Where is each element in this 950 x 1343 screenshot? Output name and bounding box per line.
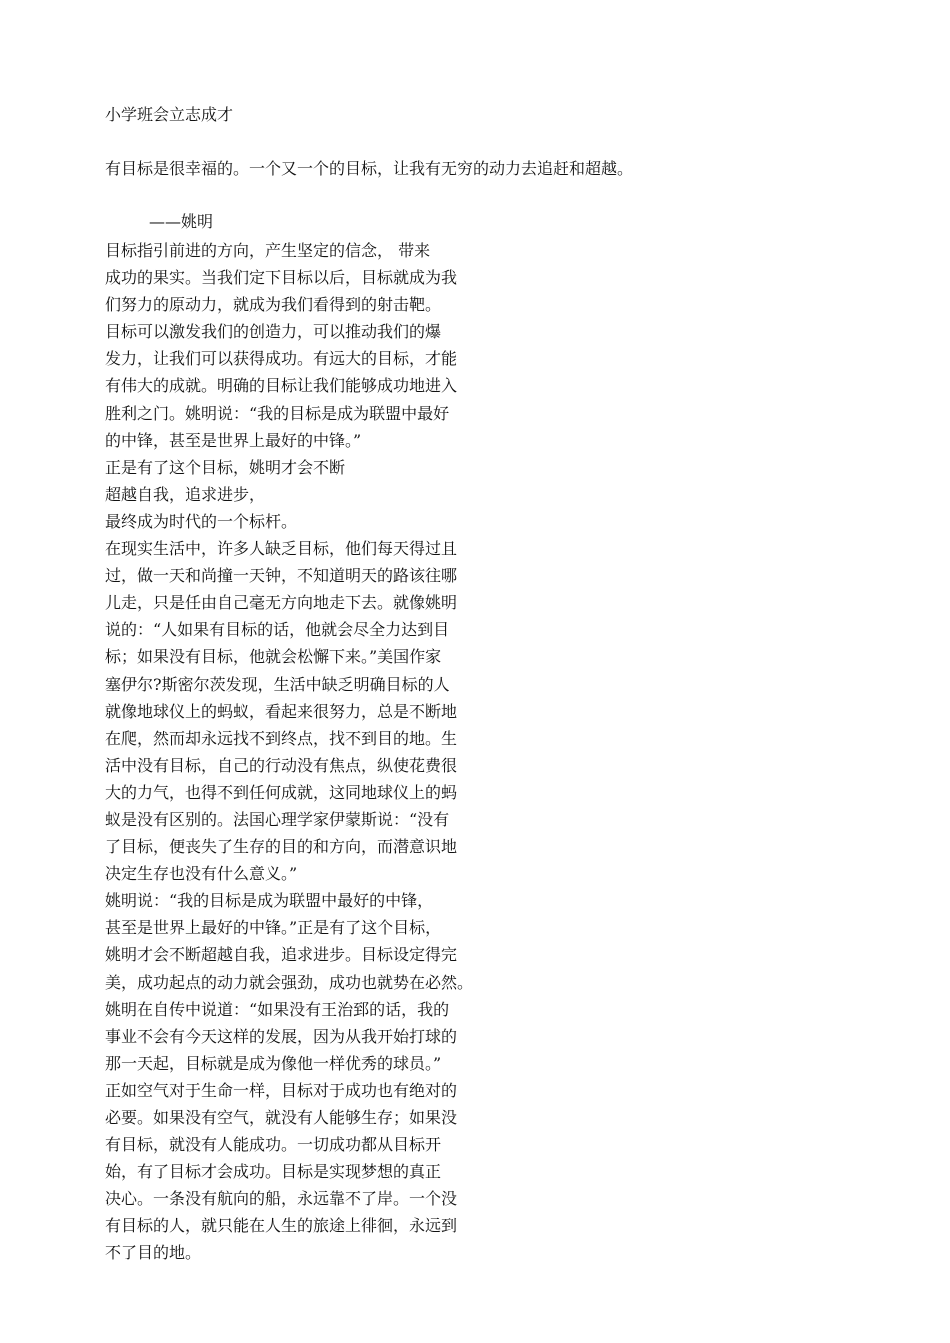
body-line: 们努力的原动力，就成为我们看得到的射击靶。 (105, 295, 442, 315)
body-line: 的中锋，甚至是世界上最好的中锋。” (105, 430, 362, 450)
body-line: 蚁是没有区别的。法国心理学家伊蒙斯说：“没有 (105, 809, 450, 829)
body-line: 过，做一天和尚撞一天钟，不知道明天的路该往哪 (105, 566, 458, 586)
body-line: 目标可以激发我们的创造力，可以推动我们的爆 (105, 322, 442, 342)
body-line: 活中没有目标，自己的行动没有焦点，纵使花费很 (105, 755, 458, 775)
body-line: 目标指引前进的方向，产生坚定的信念， 带来 (105, 241, 431, 260)
body-line: 成功的果实。当我们定下目标以后，目标就成为我 (105, 268, 458, 288)
body-line: 正如空气对于生命一样，目标对于成功也有绝对的 (105, 1080, 458, 1100)
body-line: 超越自我，追求进步， (105, 484, 266, 504)
body-line: 姚明才会不断超越自我，追求进步。目标设定得完 (105, 945, 458, 965)
body-line: 就像地球仪上的蚂蚁，看起来很努力，总是不断地 (105, 701, 458, 721)
body-line: 了目标，便丧失了生存的目的和方向，而潜意识地 (105, 837, 458, 857)
body-line: 美，成功起点的动力就会强劲，成功也就势在必然。 (105, 972, 474, 992)
body-line: 儿走，只是任由自己毫无方向地走下去。就像姚明 (105, 593, 458, 613)
body-line: 不了目的地。 (105, 1243, 202, 1263)
body-line: 决心。一条没有航向的船，永远靠不了岸。一个没 (105, 1189, 458, 1209)
body-line: 塞伊尔?斯密尔茨发现，生活中缺乏明确目标的人 (105, 674, 450, 694)
body-line: 在现实生活中，许多人缺乏目标，他们每天得过且 (105, 539, 458, 559)
opening-quote: 有目标是很幸福的。一个又一个的目标，让我有无穷的动力去追赶和超越。 (105, 159, 634, 178)
body-line: 甚至是世界上最好的中锋。”正是有了这个目标， (105, 918, 442, 938)
body-line: 始，有了目标才会成功。目标是实现梦想的真正 (105, 1162, 442, 1182)
body-line: 必要。如果没有空气，就没有人能够生存；如果没 (105, 1108, 458, 1127)
body-line: 姚明说：“我的目标是成为联盟中最好的中锋， (105, 891, 434, 911)
body-line: 事业不会有今天这样的发展，因为从我开始打球的 (105, 1026, 458, 1046)
quote-attribution: ——姚明 (149, 212, 214, 231)
body-line: 大的力气，也得不到任何成就，这同地球仪上的蚂 (105, 782, 458, 802)
body-line: 正是有了这个目标，姚明才会不断 (105, 457, 346, 477)
body-line: 有目标的人，就只能在人生的旅途上徘徊，永远到 (105, 1216, 458, 1236)
body-line: 有目标，就没有人能成功。一切成功都从目标开 (105, 1135, 442, 1155)
body-line: 在爬，然而却永远找不到终点，找不到目的地。生 (105, 728, 458, 748)
body-line: 有伟大的成就。明确的目标让我们能够成功地进入 (105, 376, 458, 396)
body-line: 最终成为时代的一个标杆。 (105, 511, 298, 531)
body-line: 发力，让我们可以获得成功。有远大的目标，才能 (105, 349, 458, 369)
body-line: 姚明在自传中说道：“如果没有王治郅的话，我的 (105, 999, 450, 1019)
body-line: 那一天起，目标就是成为像他一样优秀的球员。” (105, 1053, 442, 1073)
body-line: 说的：“人如果有目标的话，他就会尽全力达到目 (105, 620, 450, 640)
body-line: 决定生存也没有什么意义。” (105, 864, 298, 884)
body-line: 标；如果没有目标，他就会松懈下来。”美国作家 (105, 647, 442, 667)
body-text (105, 237, 525, 1267)
body-line: 胜利之门。姚明说：“我的目标是成为联盟中最好 (105, 403, 450, 423)
document-title: 小学班会立志成才 (105, 105, 234, 124)
